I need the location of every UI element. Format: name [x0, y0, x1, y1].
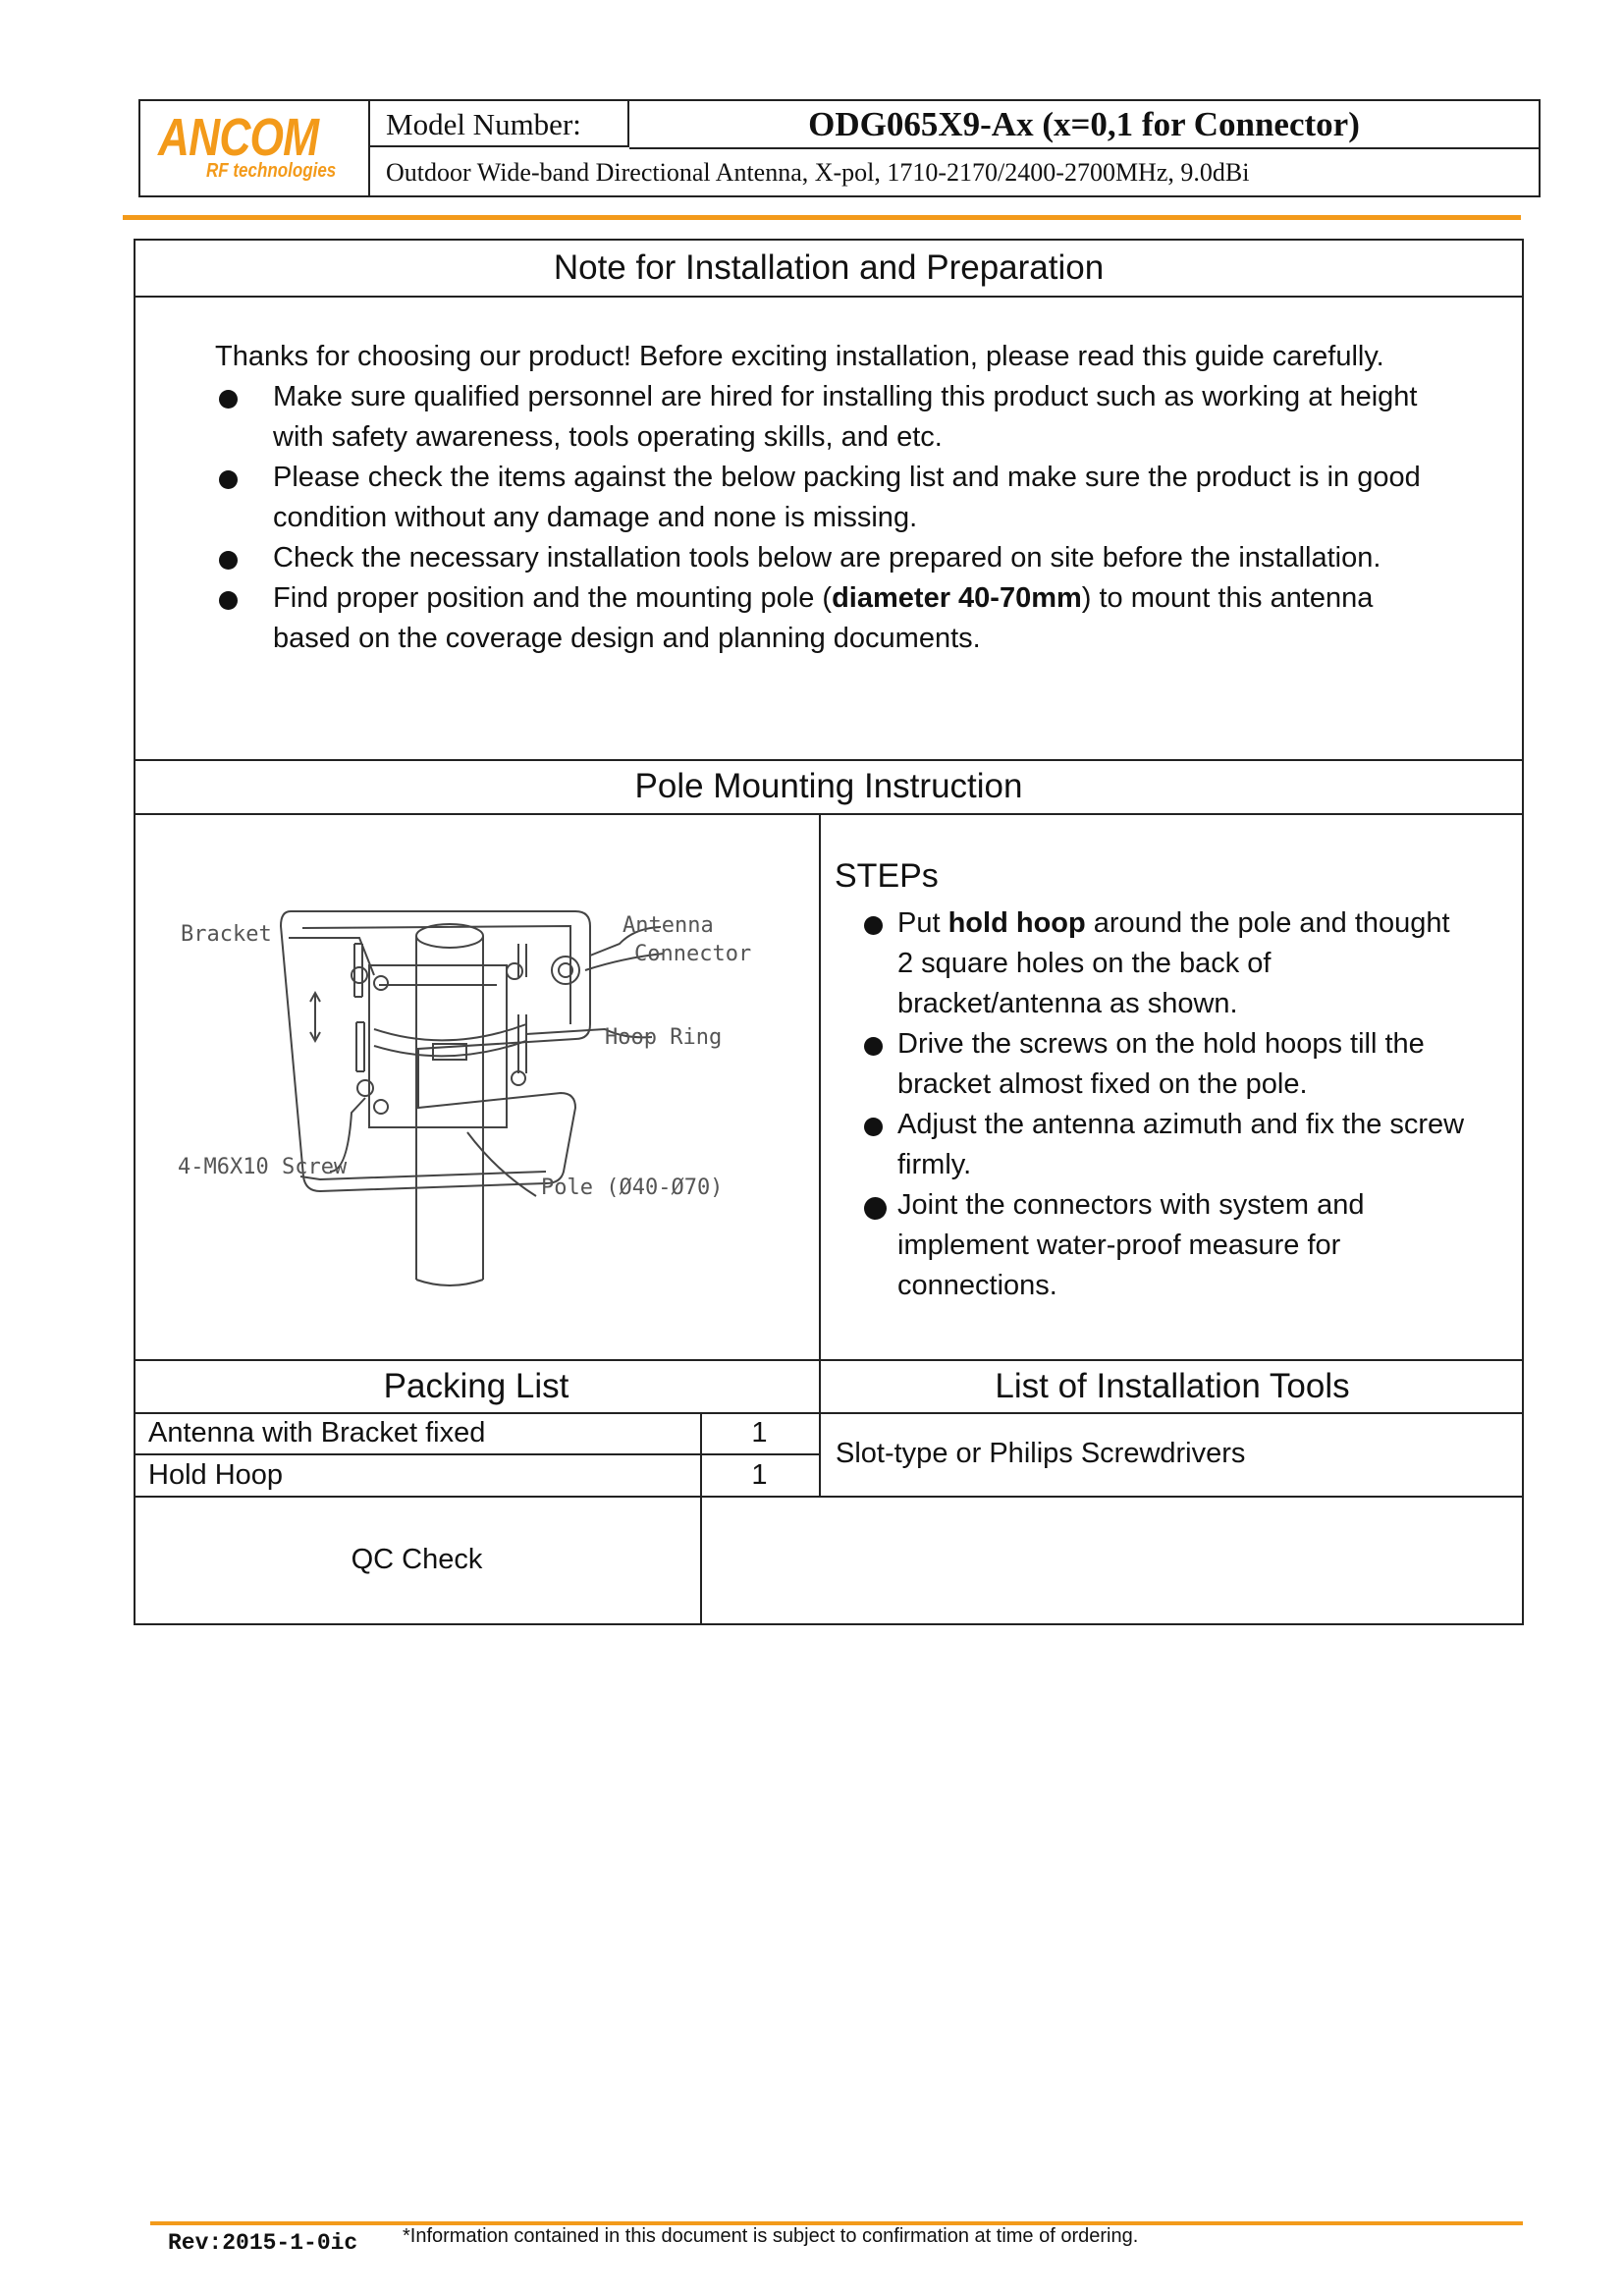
model-number-value: ODG065X9-Ax (x=0,1 for Connector): [629, 101, 1539, 149]
packing-list-title: Packing List: [383, 1367, 569, 1405]
main-table: [134, 239, 1524, 1625]
screw-icon: [512, 1071, 525, 1085]
pole-mounting-diagram: [173, 867, 801, 1329]
step-4-line2: implement water-proof measure for: [897, 1230, 1341, 1261]
step-1-line3: bracket/antenna as shown.: [897, 988, 1238, 1019]
bullet-icon: [219, 470, 238, 489]
note-bullet-4-text-a: Find proper position and the mounting pole (: [273, 582, 833, 614]
step-1-text-a: Put: [897, 907, 948, 939]
step-3-line2: firmly.: [897, 1149, 972, 1180]
bullet-icon: [219, 551, 238, 570]
note-bullet-4-line1: [273, 578, 1373, 619]
note-bullet-2-line1: Please check the items against the below packing list and make sure the product is in good: [273, 462, 1421, 493]
note-bullet-3-line1: Check the necessary installation tools below are prepared on site before the installation.: [273, 542, 1381, 574]
bullet-icon: [864, 1037, 883, 1056]
label-bracket: Bracket: [181, 922, 272, 947]
note-bullet-1-line2: with safety awareness, tools operating skills, and etc.: [273, 421, 943, 453]
note-bullet-1-line1: Make sure qualified personnel are hired for installing this product such as working at height: [273, 381, 1418, 412]
packing-item-qty: 1: [751, 1417, 768, 1449]
connector-icon: [552, 957, 579, 984]
step-1-line2: 2 square holes on the back of: [897, 948, 1272, 979]
step-2-line1: Drive the screws on the hold hoops till the: [897, 1028, 1425, 1060]
antenna-panel-outline: [281, 911, 590, 1191]
step-4-line3: connections.: [897, 1270, 1057, 1301]
note-bullet-4-text-c: ) to mount this antenna: [1081, 582, 1374, 614]
bullet-icon: [219, 591, 238, 610]
packing-item-name: Antenna with Bracket fixed: [148, 1417, 486, 1449]
header-divider: [123, 215, 1521, 220]
label-antenna: Antenna: [623, 913, 714, 938]
ancom-logo: [140, 101, 370, 195]
revision-label: Rev:2015-1-0ic: [168, 2230, 358, 2256]
logo-subtitle: RF technologies: [206, 160, 337, 182]
screw-icon: [374, 976, 388, 990]
steps-title: STEPs: [835, 857, 939, 895]
tools-list-title: List of Installation Tools: [995, 1367, 1350, 1405]
qc-check-label: QC Check: [351, 1544, 483, 1575]
step-2-line2: bracket almost fixed on the pole.: [897, 1068, 1308, 1100]
qc-check-value[interactable]: [703, 1499, 1522, 1624]
product-description: Outdoor Wide-band Directional Antenna, X-pol, 1710-2170/2400-2700MHz, 9.0dBi: [386, 158, 1250, 187]
step-1-bold: hold hoop: [947, 907, 1086, 939]
bullet-icon: [864, 916, 883, 935]
screw-icon: [374, 1100, 388, 1114]
step-4-line1: Joint the connectors with system and: [897, 1189, 1365, 1221]
bullet-icon: [864, 1118, 883, 1136]
footer-disclaimer: *Information contained in this document is subject to confirmation at time of ordering.: [403, 2225, 1139, 2247]
step-3-line1: Adjust the antenna azimuth and fix the screw: [897, 1109, 1465, 1140]
note-bullet-2-line2: condition without any damage and none is missing.: [273, 502, 918, 533]
screw-icon: [357, 1080, 373, 1096]
bullet-icon: [219, 390, 238, 409]
note-section-title: Note for Installation and Preparation: [553, 248, 1105, 287]
note-bullet-4-line2: based on the coverage design and planning documents.: [273, 623, 981, 654]
note-bullet-4-bold: diameter 40-70mm: [832, 582, 1082, 614]
label-hoop-ring: Hoop Ring: [605, 1025, 723, 1050]
step-1-text-c: around the pole and thought: [1085, 907, 1450, 939]
label-screw: 4-M6X10 Screw: [178, 1155, 348, 1179]
step-1-line1: [897, 903, 1450, 944]
tool-item: Slot-type or Philips Screwdrivers: [836, 1438, 1246, 1469]
model-number-label: Model Number:: [370, 101, 629, 147]
label-pole: Pole (Ø40-Ø70): [541, 1175, 724, 1200]
packing-item-name: Hold Hoop: [148, 1459, 284, 1491]
screw-icon: [507, 963, 522, 979]
hoop-ring-outline: [374, 1024, 526, 1056]
logo-brand: ANCOM: [158, 108, 319, 167]
bullet-icon: [864, 1197, 887, 1220]
packing-item-qty: 1: [751, 1459, 768, 1491]
label-connector: Connector: [634, 942, 752, 966]
bracket-outline: [369, 965, 507, 1127]
document-header: [138, 99, 1541, 197]
note-intro: Thanks for choosing our product! Before exciting installation, please read this guide carefully.: [215, 341, 1384, 372]
pole-section-title: Pole Mounting Instruction: [634, 767, 1023, 805]
